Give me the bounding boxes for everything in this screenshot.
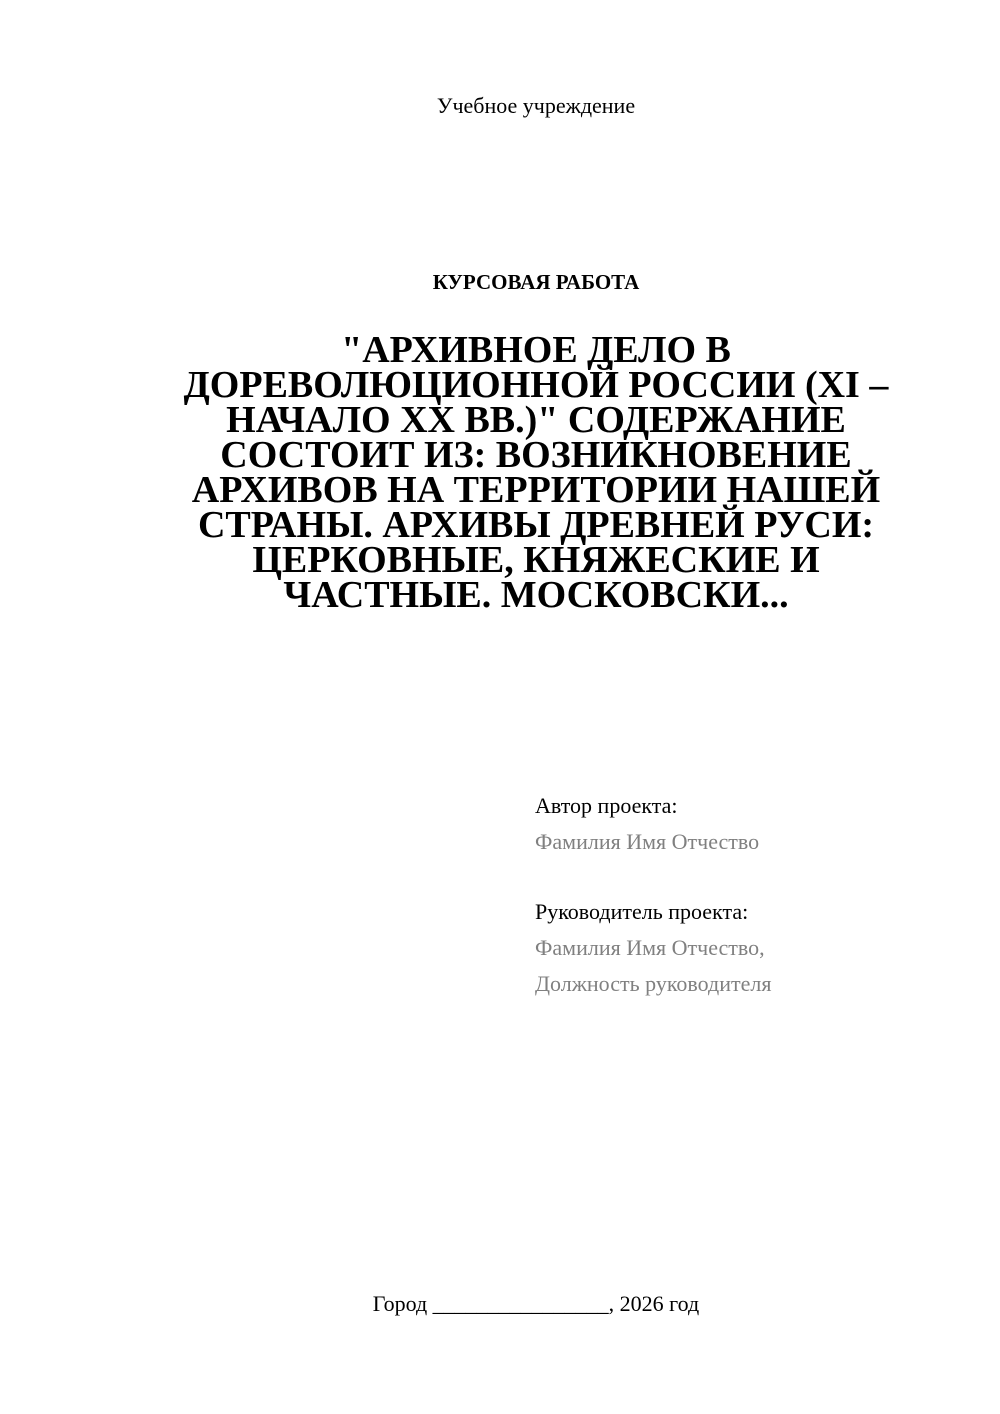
institution-name: Учебное учреждение xyxy=(436,93,636,118)
work-type-heading: КУРСОВАЯ РАБОТА xyxy=(432,270,640,294)
supervisor-name: Фамилия Имя Отчество, xyxy=(535,935,765,960)
document-title: "АРХИВНОЕ ДЕЛО В ДОРЕВОЛЮЦИОННОЙ РОССИИ (XI – НАЧАЛО XX ВВ.)" СОДЕРЖАНИЕ СОСТОИТ ИЗ: ВОЗНИКНОВЕНИЕ АРХИВОВ НА ТЕРРИТОРИИ НАШЕЙ СТРАНЫ. АРХИВЫ ДРЕВНЕЙ РУСИ: ЦЕРКОВНЫЕ, КНЯЖЕСКИЕ И ЧАСТНЫЕ. МОСКОВСКИ... xyxy=(183,329,889,616)
people-block xyxy=(535,788,975,1002)
author-name: Фамилия Имя Отчество xyxy=(535,829,760,854)
city-year-line: Город ________________, 2026 год xyxy=(372,1291,700,1316)
supervisor-label: Руководитель проекта: xyxy=(535,899,749,924)
supervisor-block xyxy=(535,894,975,1002)
author-block xyxy=(535,788,975,860)
supervisor-position: Должность руководителя xyxy=(535,971,772,996)
author-label: Автор проекта: xyxy=(535,793,678,818)
